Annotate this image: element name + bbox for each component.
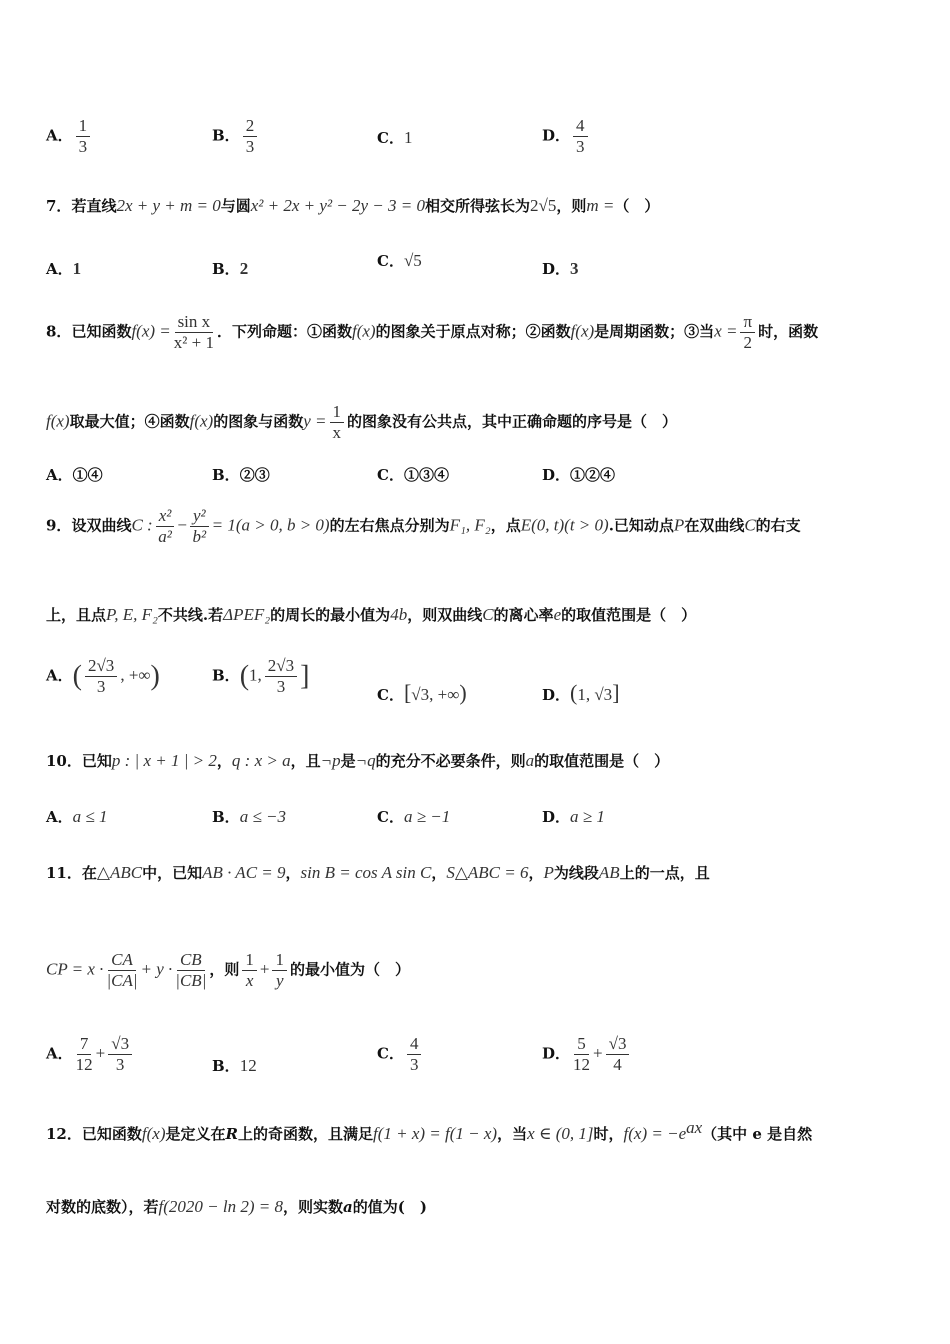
numerator: 2√3 — [265, 656, 297, 677]
option-label: C． — [377, 129, 404, 147]
math: S△ABC = 6 — [446, 863, 529, 882]
text: 的图象没有公共点，其中正确命题的序号是（ ） — [347, 412, 678, 431]
option-value: 1 — [72, 259, 82, 278]
numerator: y² — [190, 506, 209, 527]
q8-option-a: A．①④ — [46, 466, 103, 484]
math: + y · — [140, 959, 173, 979]
q11-option-a: A． $\frac{7}{12}$ + $\frac{√3}{3}$ — [46, 1034, 135, 1075]
denominator: 2 — [743, 333, 753, 352]
math: AB — [598, 863, 620, 882]
option-value: 1 — [403, 128, 413, 147]
text: .已知动点 — [608, 516, 674, 535]
text: 设双曲线 — [71, 516, 132, 535]
q8-option-b: B．②③ — [212, 466, 270, 484]
fraction — [174, 312, 214, 353]
numerator: CB — [177, 950, 205, 971]
fraction — [242, 950, 257, 991]
numerator: sin x — [175, 312, 214, 333]
q8-option-d: D．①②④ — [542, 466, 616, 484]
text: 与圆 — [220, 197, 251, 215]
option-value: a ≥ −1 — [403, 807, 451, 826]
question-7 — [46, 195, 659, 216]
math: f(x) = −e — [623, 1124, 687, 1143]
text: ，当 — [497, 1125, 528, 1143]
denominator: 3 — [276, 677, 286, 696]
q9-option-d: D．(1, √3] — [542, 680, 620, 705]
question-8-line-2 — [46, 402, 677, 443]
fraction — [272, 950, 287, 991]
q11-option-b: B．12 — [212, 1056, 257, 1075]
text: 的图象关于原点对称；②函数 — [375, 322, 571, 341]
math: C : — [131, 515, 153, 535]
numerator: 1 — [272, 950, 287, 971]
math: 2√5 — [530, 196, 557, 215]
option-value: ①④ — [72, 466, 103, 484]
text: 在双曲线 — [684, 516, 745, 535]
text: 的充分不必要条件，则 — [375, 752, 526, 770]
q10-option-b: B．a ≤ −3 — [212, 807, 286, 826]
option-value: ①②④ — [570, 466, 616, 484]
option-value: 12 — [239, 1056, 257, 1075]
math: √3, +∞ — [411, 685, 460, 704]
q11-option-d: D． $\frac{5}{12}$ + $\frac{√3}{4}$ — [542, 1034, 632, 1075]
fraction — [243, 116, 258, 157]
option-value: ①③④ — [403, 466, 449, 484]
text: ，点 — [490, 516, 521, 535]
numerator: 5 — [574, 1034, 589, 1055]
text: 是 — [340, 752, 356, 770]
q11-option-c: C． $\frac{4}{3}$ — [377, 1034, 424, 1075]
text: 的最小值为（ ） — [289, 960, 410, 979]
math: x² + 2x + y² − 2y − 3 = 0 — [250, 196, 425, 215]
math: p : | x + 1 | > 2 — [111, 751, 217, 770]
math: − — [177, 515, 187, 535]
text: 上的一点，且 — [619, 864, 710, 882]
text: 相交所得弦长为 — [425, 197, 531, 215]
text: 时，函数 — [758, 322, 819, 341]
text: 已知函数 — [71, 322, 132, 341]
math: m = — [586, 196, 615, 215]
option-value: √5 — [403, 251, 422, 270]
numerator: 1 — [242, 950, 257, 971]
text: ， — [216, 752, 232, 770]
math: C — [744, 515, 756, 535]
numerator: 4 — [407, 1034, 422, 1055]
math: 1, — [249, 665, 262, 685]
denominator: 3 — [96, 677, 106, 696]
q9-option-c: C．[√3, +∞) — [377, 680, 467, 705]
denominator: 12 — [573, 1055, 591, 1074]
denominator: 3 — [78, 137, 88, 156]
fraction — [108, 1034, 132, 1075]
denominator: |CB| — [175, 971, 207, 990]
q10-option-a: A．a ≤ 1 — [46, 807, 108, 826]
question-10 — [46, 750, 669, 771]
math: E(0, t)(t > 0) — [520, 515, 609, 535]
fraction — [573, 1034, 590, 1075]
q9-option-b: B．(1, $\frac{2√3}{3}$ ] — [212, 656, 310, 696]
fraction — [407, 1034, 422, 1075]
text: 在 — [81, 864, 97, 882]
q7-option-b: B．2 — [212, 259, 249, 278]
text: ，且 — [290, 752, 321, 770]
text: 若直线 — [71, 197, 117, 215]
fraction — [76, 1034, 93, 1075]
math: y = — [303, 411, 327, 431]
q8-option-c: C．①③④ — [377, 466, 449, 484]
denominator: 3 — [409, 1055, 419, 1074]
text: ．下列命题：①函数 — [216, 322, 352, 341]
math: P — [543, 863, 554, 882]
text: 的左右焦点分别为 — [329, 516, 450, 535]
text: 的离心率 — [493, 606, 554, 624]
text: 中，已知 — [142, 864, 203, 882]
math: △ABC — [96, 863, 143, 882]
math: f(x) — [351, 321, 376, 341]
text: ， — [431, 864, 447, 882]
numerator: CA — [108, 950, 136, 971]
text: 的值为( ) — [352, 1198, 427, 1216]
text: （其中 e 是自然 — [702, 1125, 813, 1143]
math: f(2020 − ln 2) = 8 — [158, 1197, 283, 1216]
fraction — [740, 312, 755, 353]
math: R — [225, 1125, 238, 1143]
option-value: 2 — [239, 259, 249, 278]
math: a — [525, 751, 535, 770]
text: 上的奇函数，且满足 — [237, 1125, 373, 1143]
math: P — [673, 515, 685, 535]
math: = 1(a > 0, b > 0) — [211, 515, 330, 535]
math: 4b — [390, 605, 408, 624]
math: q : x > a — [231, 751, 291, 770]
math: ¬p — [320, 751, 341, 770]
q7-option-d: D．3 — [542, 259, 579, 278]
question-9-line-2 — [46, 604, 696, 625]
denominator: x — [245, 971, 254, 990]
denominator: x — [332, 423, 341, 442]
text: 为线段 — [553, 864, 599, 882]
fraction — [175, 950, 206, 991]
text: 对数的底数），若 — [46, 1198, 159, 1216]
option-value: a ≥ 1 — [570, 807, 605, 826]
fraction — [606, 1034, 630, 1075]
denominator: 12 — [75, 1055, 93, 1074]
question-9-line-1 — [46, 506, 801, 547]
text: ，则双曲线 — [407, 606, 483, 624]
text: 不共线.若 — [157, 606, 224, 624]
math: CP = x · — [46, 959, 104, 979]
q6-option-c — [377, 127, 412, 148]
question-number: 9． — [46, 516, 72, 535]
denominator: 3 — [115, 1055, 125, 1074]
denominator: 3 — [245, 137, 255, 156]
denominator: y — [275, 971, 284, 990]
math: + — [259, 959, 270, 979]
question-11-line-1 — [46, 862, 710, 883]
text: 是定义在 — [165, 1125, 226, 1143]
math: f(x) — [141, 1124, 166, 1143]
fraction — [156, 506, 175, 547]
option-value: a ≤ 1 — [72, 807, 108, 826]
q6-option-a — [46, 116, 93, 157]
question-number: 10． — [46, 752, 82, 770]
math: e — [553, 605, 562, 624]
numerator: 2√3 — [85, 656, 117, 677]
option-value: ②③ — [239, 466, 270, 484]
denominator: a² — [158, 527, 172, 546]
question-number: 8． — [46, 322, 72, 341]
text: 已知 — [81, 752, 112, 770]
numerator: 2 — [243, 116, 258, 137]
math: , +∞ — [120, 665, 151, 685]
text: 的取值范围是（ ） — [561, 606, 697, 624]
denominator: b² — [192, 527, 207, 546]
text: 是周期函数；③当 — [594, 322, 715, 341]
question-number: 11． — [46, 864, 82, 882]
text: 的右支 — [755, 516, 801, 535]
denominator: 4 — [613, 1055, 622, 1074]
q10-option-c: C．a ≥ −1 — [377, 807, 451, 826]
text: 的周长的最小值为 — [270, 606, 391, 624]
text: 时， — [593, 1125, 624, 1143]
text: ， — [285, 864, 301, 882]
math: ¬q — [355, 751, 376, 770]
question-number: 12． — [46, 1125, 82, 1143]
option-label: A． — [46, 126, 73, 145]
fraction — [190, 506, 209, 547]
math: a — [343, 1198, 353, 1216]
text: 的取值范围是（ ） — [534, 752, 670, 770]
fraction — [85, 656, 117, 697]
math: x = — [714, 321, 738, 341]
numerator: x² — [156, 506, 175, 527]
option-label: B． — [212, 126, 240, 145]
math: 2x + y + m = 0 — [116, 196, 221, 215]
fraction — [106, 950, 137, 991]
numerator: 1 — [330, 402, 345, 423]
math: 1, √3 — [577, 685, 613, 704]
fraction — [265, 656, 297, 697]
numerator: 7 — [77, 1034, 92, 1055]
numerator: π — [740, 312, 755, 333]
math: f(x) — [46, 411, 70, 431]
denominator: 3 — [576, 137, 585, 156]
question-12-line-2 — [46, 1196, 427, 1217]
q7-option-c: C．√5 — [377, 251, 422, 270]
math: F₁, F₂ — [449, 515, 491, 535]
option-value: a ≤ −3 — [239, 807, 286, 826]
fraction — [573, 116, 588, 157]
numerator: √3 — [606, 1034, 630, 1055]
q6-option-d — [542, 116, 591, 157]
numerator: 4 — [573, 116, 588, 137]
text: ，则 — [556, 197, 587, 215]
math: f(x) = — [131, 321, 171, 341]
numerator: √3 — [108, 1034, 132, 1055]
q9-option-a: A．( $\frac{2√3}{3}$ , +∞) — [46, 656, 160, 696]
math: P, E, F₂ — [106, 605, 158, 624]
math: f(x) — [570, 321, 595, 341]
text: 上，且点 — [46, 606, 107, 624]
text: 取最大值；④函数 — [69, 412, 190, 431]
fraction — [330, 402, 345, 443]
q6-option-b — [212, 116, 260, 157]
text: ，则 — [209, 960, 240, 979]
math: f(x) — [189, 411, 214, 431]
option-value: 3 — [570, 259, 579, 278]
text: ，则实数 — [282, 1198, 343, 1216]
denominator: |CA| — [106, 971, 138, 990]
numerator: 1 — [76, 116, 91, 137]
math: C — [482, 605, 494, 624]
option-label: D． — [542, 126, 571, 145]
exponent: ax — [686, 1118, 703, 1137]
text: 已知函数 — [81, 1125, 142, 1143]
question-number: 7． — [46, 197, 72, 215]
question-8-line-1 — [46, 312, 818, 353]
math: ΔPEF₂ — [223, 605, 271, 624]
q10-option-d: D．a ≥ 1 — [542, 807, 605, 826]
math: AB · AC = 9 — [202, 863, 286, 882]
math: x ∈ (0, 1] — [527, 1124, 594, 1143]
q7-option-a: A．1 — [46, 259, 82, 278]
text: ， — [528, 864, 544, 882]
denominator: x² + 1 — [173, 333, 214, 352]
question-12-line-1 — [46, 1118, 812, 1144]
fraction — [76, 116, 91, 157]
math: f(1 + x) = f(1 − x) — [372, 1124, 498, 1143]
text: 的图象与函数 — [213, 412, 304, 431]
text: （ ） — [614, 197, 660, 215]
math: sin B = cos A sin C — [300, 863, 432, 882]
question-11-line-2 — [46, 950, 410, 991]
